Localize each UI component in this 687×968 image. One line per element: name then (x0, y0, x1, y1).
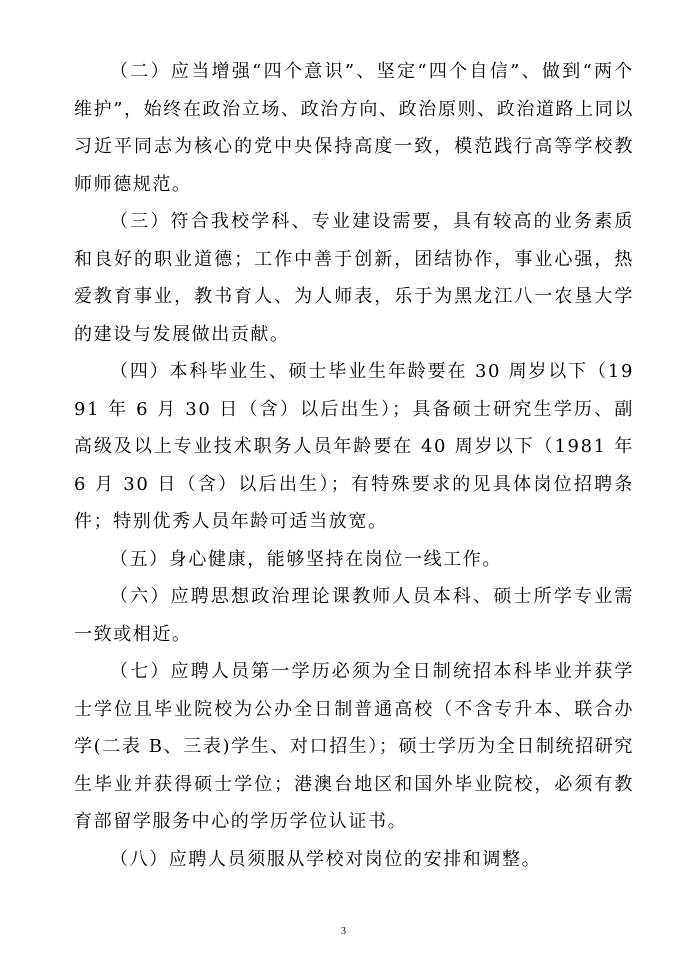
paragraph-requirement-5: （五）身心健康，能够坚持在岗位一线工作。 (110, 548, 502, 570)
paragraph-requirement-8: （八）应聘人员须服从学校对岗位的安排和调整。 (110, 848, 542, 870)
paragraph-requirement-2: （二）应当增强“四个意识”、坚定“四个自信”、做到“两个维护”，始终在政治立场、政治方向、政治原则、政治道路上同以习近平同志为核心的党中央保持高度一致，模范践行高等学校教师师德规范。 (74, 61, 634, 195)
paragraph-requirement-3: （三）符合我校学科、专业建设需要，具有较高的业务素质和良好的职业道德；工作中善于创新，团结协作，事业心强，热爱教育事业，教书育人、为人师表，乐于为黑龙江八一农垦大学的建设与发展做出贡献。 (74, 211, 634, 345)
document-body (74, 53, 634, 878)
page-number: 3 (341, 926, 346, 937)
paragraph-requirement-4: （四）本科毕业生、硕士毕业生年龄要在 30 周岁以下（1991 年 6 月 30 日（含）以后出生）；具备硕士研究生学历、副高级及以上专业技术职务人员年龄要在 40 周岁以下（1981 年 6 月 30 日（含）以后出生）；有特殊要求的见具体岗位招聘条件；特别优秀人员年龄可适当放宽。 (74, 361, 634, 532)
paragraph-requirement-6: （六）应聘思想政治理论课教师人员本科、硕士所学专业需一致或相近。 (74, 586, 634, 645)
paragraph-requirement-7: （七）应聘人员第一学历必须为全日制统招本科毕业并获学士学位且毕业院校为公办全日制普通高校（不含专升本、联合办学(二表 B、三表)学生、对口招生）；硕士学历为全日制统招研究生毕业并获得硕士学位；港澳台地区和国外毕业院校，必须有教育部留学服务中心的学历学位认证书。 (74, 661, 634, 832)
